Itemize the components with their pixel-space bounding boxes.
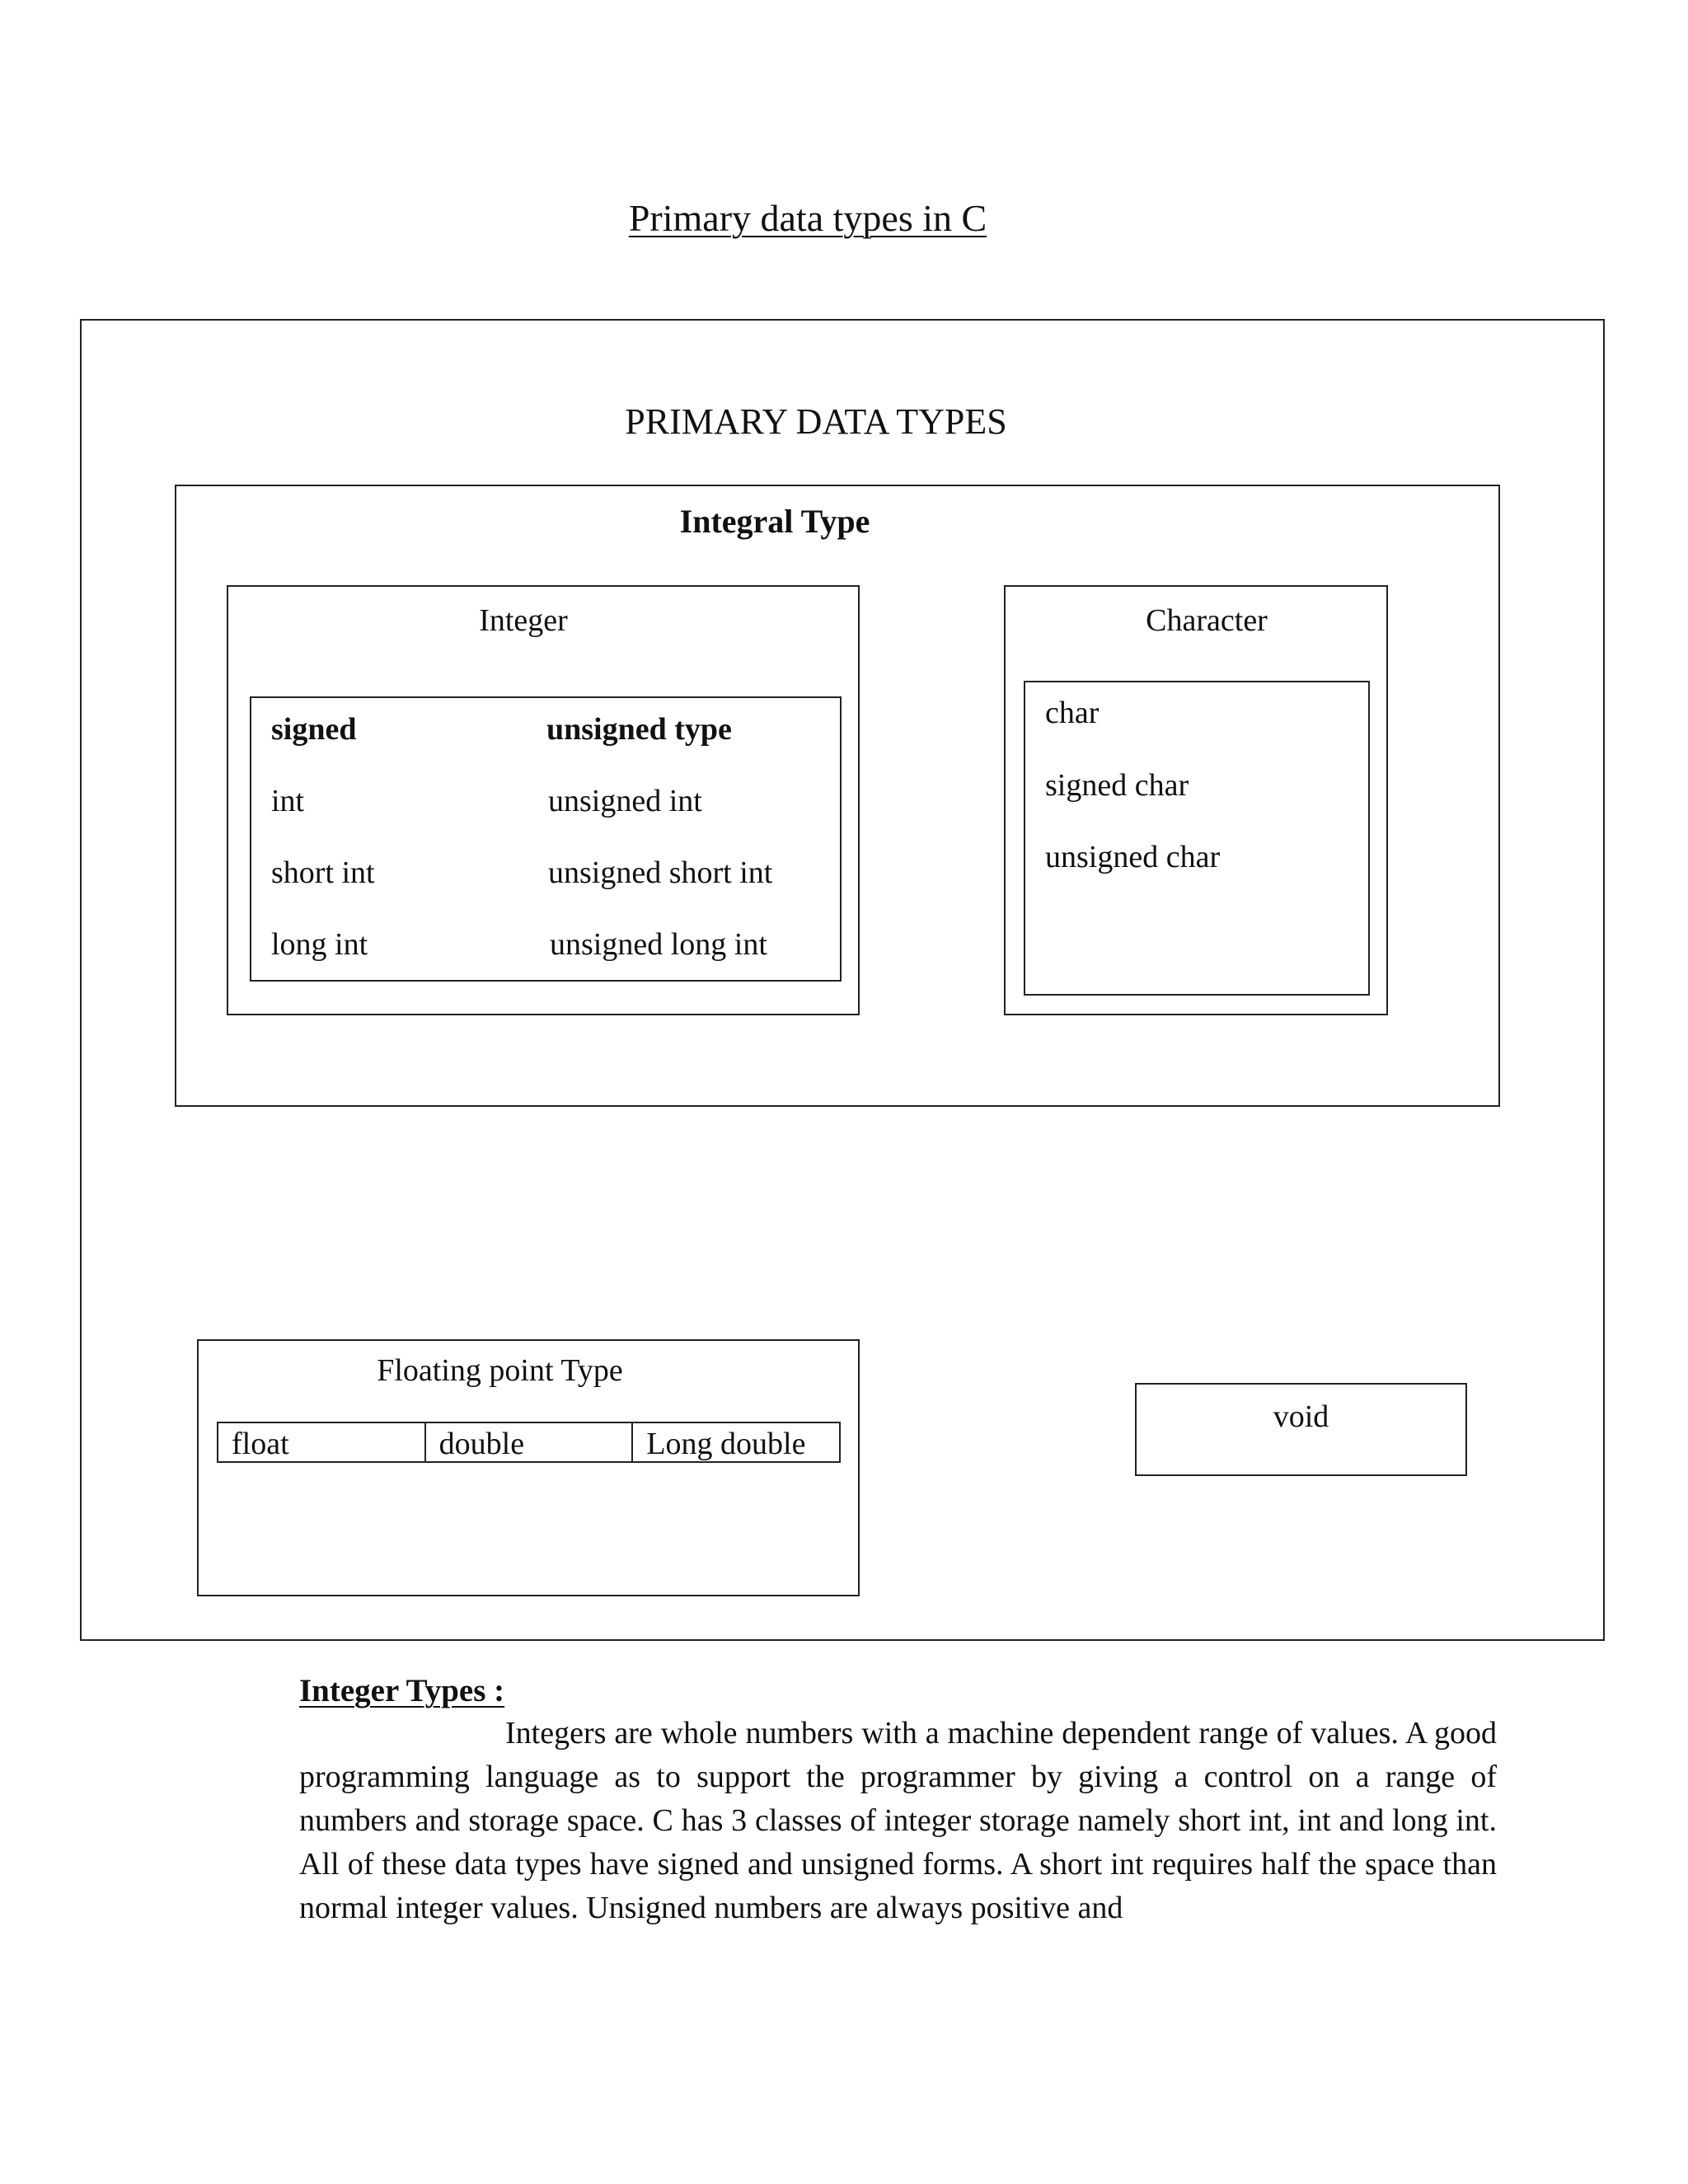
floating-point-types-row	[217, 1422, 841, 1463]
signed-type-item: short int	[271, 855, 375, 890]
void-label: void	[1273, 1399, 1329, 1434]
diagram-title: PRIMARY DATA TYPES	[625, 401, 1007, 442]
character-type-item: signed char	[1045, 768, 1189, 803]
section-paragraph: Integers are whole numbers with a machine dependent range of values. A good programming language as to support the programmer by giving a control on a range of numbers and storage space. C has 3 classes of integer storage namely short int, int and long int. All of these data types have signed and unsigned forms. A short int requires half the space than normal integer values. Unsigned numbers are always positive and	[299, 1716, 1497, 1925]
signed-type-item: int	[271, 784, 305, 818]
unsigned-type-item: unsigned int	[548, 784, 702, 818]
integer-title: Integer	[479, 603, 568, 638]
character-type-item: char	[1045, 696, 1100, 730]
unsigned-type-item: unsigned long int	[550, 927, 767, 962]
unsigned-type-item: unsigned short int	[548, 855, 773, 890]
signed-type-item: long int	[271, 927, 368, 962]
signed-heading: signed	[271, 712, 357, 747]
floating-type-cell: float	[232, 1427, 289, 1461]
floating-type-cell: double	[424, 1423, 632, 1461]
unsigned-heading: unsigned type	[546, 712, 732, 747]
page-title: Primary data types in C	[628, 197, 987, 239]
section-heading: Integer Types :	[299, 1673, 505, 1708]
character-title: Character	[1146, 603, 1268, 638]
integral-type-title: Integral Type	[679, 503, 870, 540]
floating-type-cell: Long double	[631, 1423, 839, 1461]
floating-point-title: Floating point Type	[377, 1353, 623, 1388]
character-type-item: unsigned char	[1045, 840, 1221, 874]
